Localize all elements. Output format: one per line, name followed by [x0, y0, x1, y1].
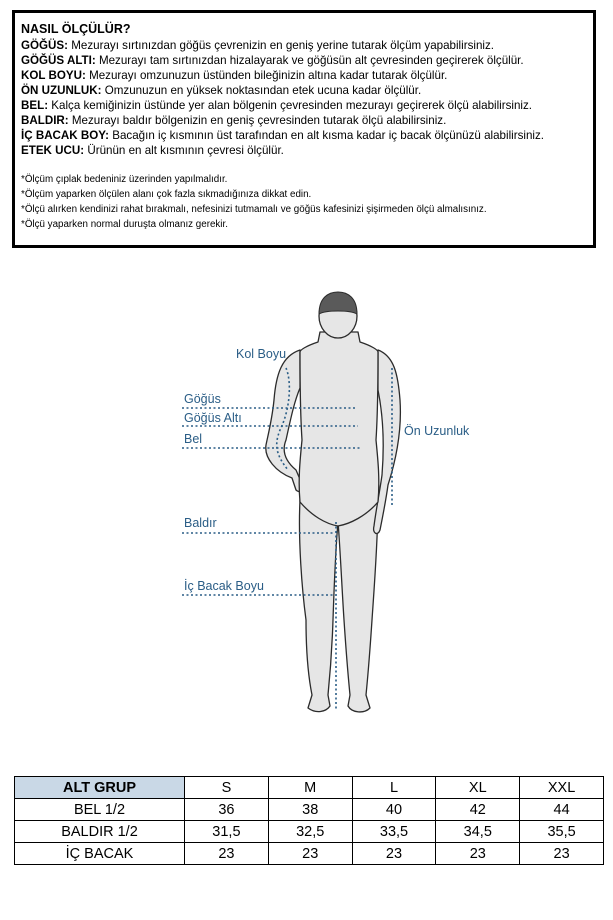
row-label: BEL 1/2	[15, 799, 185, 821]
table-row	[15, 799, 604, 821]
table-cell: 23	[185, 843, 269, 865]
label-chest: Göğüs	[184, 392, 221, 406]
size-header: S	[185, 777, 269, 799]
row-label: İÇ BACAK	[15, 843, 185, 865]
note: *Ölçü alırken kendinizi rahat bırakmalı, nefesinizi tutmamalı ve göğüs kafesinizi şişirmeden ölçü almalısınız.	[21, 204, 487, 215]
torso	[299, 332, 379, 526]
label-waist: Bel	[184, 432, 203, 446]
table-cell: 32,5	[268, 821, 352, 843]
table-row	[15, 821, 604, 843]
size-header: XL	[436, 777, 520, 799]
right-leg	[338, 500, 378, 712]
table-cell: 42	[436, 799, 520, 821]
table-cell: 35,5	[520, 821, 604, 843]
table-cell: 23	[268, 843, 352, 865]
left-leg	[299, 500, 338, 712]
size-header: XXL	[520, 777, 604, 799]
row-label: BALDIR 1/2	[15, 821, 185, 843]
instruction-inseam: İÇ BACAK BOY: Bacağın iç kısmının üst tarafından en alt kısma kadar iç bacak ölçünüzü alabilirsiniz.	[21, 129, 545, 142]
instruction-chest: GÖĞÜS: Mezurayı sırtınızdan göğüs çevrenizin en geniş yerine tutarak ölçüm yapabilirsiniz.	[21, 39, 494, 52]
label-calf: Baldır	[184, 516, 217, 530]
instruction-waist: BEL: Kalça kemiğinizin üstünde yer alan bölgenin çevresinden mezurayı geçirerek ölçü alabilirsiniz.	[21, 99, 533, 112]
table-cell: 23	[520, 843, 604, 865]
table-row	[15, 843, 604, 865]
table-cell: 40	[352, 799, 436, 821]
left-arm	[266, 350, 303, 492]
note: *Ölçüm yaparken ölçülen alanı çok fazla sıkmadığınıza dikkat edin.	[21, 189, 312, 200]
label-front-length: Ön Uzunluk	[404, 424, 470, 438]
instruction-calf: BALDIR: Mezurayı baldır bölgenizin en geniş çevresinden tutarak ölçü alabilirsiniz.	[21, 114, 447, 127]
size-header: L	[352, 777, 436, 799]
table-cell: 38	[268, 799, 352, 821]
table-cell: 34,5	[436, 821, 520, 843]
table-cell: 23	[352, 843, 436, 865]
table-cell: 44	[520, 799, 604, 821]
label-arm-length: Kol Boyu	[236, 347, 287, 361]
table-cell: 31,5	[185, 821, 269, 843]
instruction-hem: ETEK UCU: Ürünün en alt kısmının çevresi ölçülür.	[21, 144, 284, 157]
body-silhouette-illustration	[0, 290, 613, 730]
size-chart-table	[14, 776, 604, 865]
table-cell: 23	[436, 843, 520, 865]
group-header: ALT GRUP	[15, 777, 185, 799]
instruction-arm-length: KOL BOYU: Mezurayı omzunuzun üstünden bileğinizin altına kadar tutarak ölçülür.	[21, 69, 448, 82]
instruction-under-chest: GÖĞÜS ALTI: Mezurayı tam sırtınızdan hizalayarak ve göğüsün alt çevresinden geçirerek ölçülür.	[21, 54, 524, 67]
notes	[21, 172, 587, 232]
note: *Ölçü yaparken normal duruşta olmanız gerekir.	[21, 219, 228, 230]
instructions-title: NASIL ÖLÇÜLÜR?	[21, 22, 131, 36]
table-header-row	[15, 777, 604, 799]
measurement-instructions-box	[12, 10, 596, 248]
label-inseam: İç Bacak Boyu	[184, 579, 264, 593]
size-header: M	[268, 777, 352, 799]
table-cell: 33,5	[352, 821, 436, 843]
note: *Ölçüm çıplak bedeniniz üzerinden yapılmalıdır.	[21, 174, 228, 185]
cap	[319, 292, 357, 314]
body-measurement-figure	[0, 290, 613, 730]
table-cell: 36	[185, 799, 269, 821]
label-under-chest: Göğüs Altı	[184, 411, 242, 425]
instruction-front-length: ÖN UZUNLUK: Omzunuzun en yüksek noktasından etek ucuna kadar ölçülür.	[21, 84, 422, 97]
